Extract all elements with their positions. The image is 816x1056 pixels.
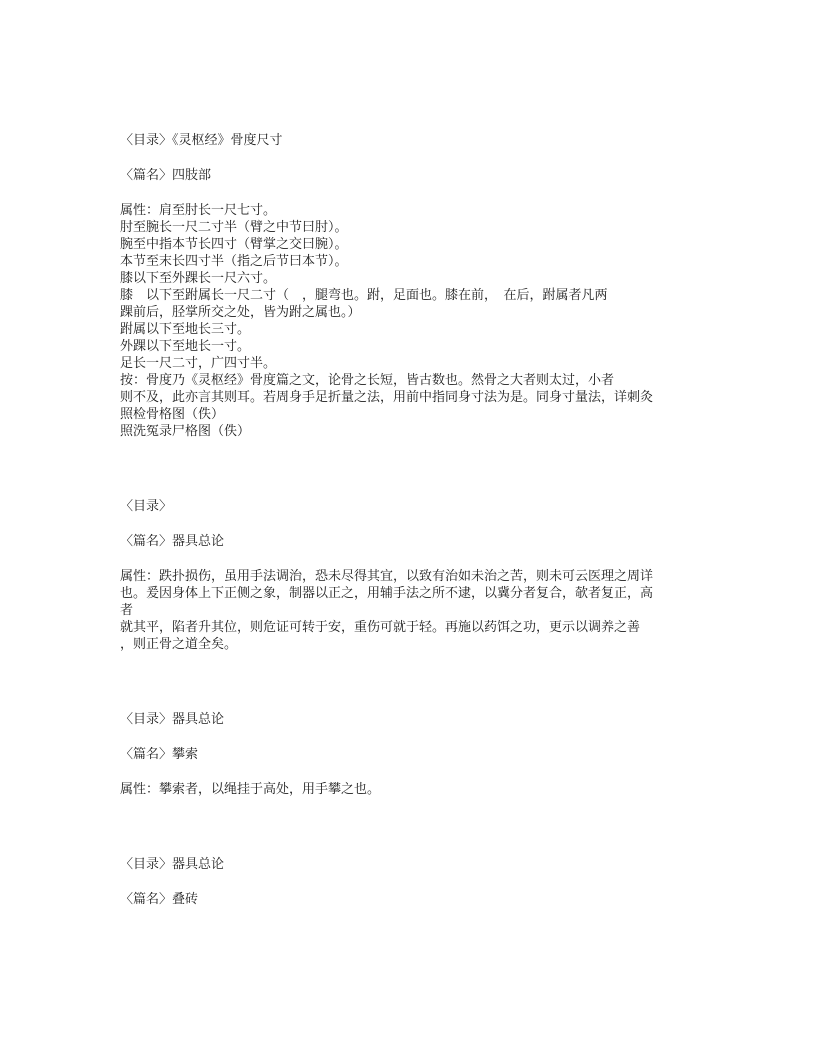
- body-line: ，则正骨之道全矣。: [120, 637, 238, 652]
- section-4: [120, 856, 700, 908]
- body-line: 就其平，陷者升其位，则危证可转于安，重伤可就于轻。再施以药饵之功，更示以调养之善: [120, 620, 641, 635]
- body-line: 属性：肩至肘长一尺七寸。: [120, 203, 277, 218]
- mulu-heading: 〈目录〉器具总论: [120, 712, 225, 727]
- mulu-heading: 〈目录〉《灵枢经》骨度尺寸: [120, 133, 283, 148]
- body-line: 属性：跌扑损伤，虽用手法调治，恐未尽得其宜，以致有治如未治之苦，则未可云医理之周详: [120, 569, 654, 584]
- body-line: 本节至末长四寸半（指之后节曰本节）。: [120, 254, 348, 269]
- pianming-heading: 〈篇名〉器具总论: [120, 534, 225, 549]
- body-line: 足长一尺二寸，广四寸半。: [120, 356, 277, 371]
- pianming-heading: 〈篇名〉四肢部: [120, 168, 212, 183]
- body-line: 者: [120, 603, 134, 618]
- body-line: 肘至腕长一尺二寸半（臂之中节曰肘）。: [120, 220, 348, 235]
- body-line: 膝 以下至跗属长一尺二寸（ ，腿弯也。跗，足面也。膝在前， 在后，跗属者凡两: [120, 288, 608, 303]
- pianming-heading: 〈篇名〉攀索: [120, 747, 199, 762]
- body-line: 也。爰因身体上下正侧之象，制器以正之，用辅手法之所不逮，以冀分者复合，欹者复正，高: [120, 586, 654, 601]
- body-line: 跗属以下至地长三寸。: [120, 322, 251, 337]
- section-2: [120, 498, 700, 653]
- body-line: 属性：攀索者，以绳挂于高处，用手攀之也。: [120, 782, 381, 797]
- body-line: 按：骨度乃《灵枢经》骨度篇之文，论骨之长短，皆古数也。然骨之大者则太过，小者: [120, 373, 615, 388]
- mulu-heading: 〈目录〉器具总论: [120, 857, 225, 872]
- mulu-heading: 〈目录〉: [120, 499, 173, 514]
- body-line: 则不及，此亦言其则耳。若周身手足折量之法，用前中指同身寸法为是。同身寸量法，详刺灸: [120, 390, 654, 405]
- pianming-heading: 〈篇名〉叠砖: [120, 892, 199, 907]
- body-line: 腕至中指本节长四寸（臂掌之交曰腕）。: [120, 237, 348, 252]
- body-line: 踝前后，胫掌所交之处，皆为跗之属也。）: [120, 305, 361, 320]
- section-3: [120, 711, 700, 798]
- document-page: [120, 132, 700, 908]
- body-line: 照洗冤录尸格图（佚）: [120, 424, 251, 439]
- section-1: [120, 132, 700, 440]
- body-line: 膝以下至外踝长一尺六寸。: [120, 271, 277, 286]
- body-line: 外踝以下至地长一寸。: [120, 339, 251, 354]
- body-line: 照检骨格图（佚）: [120, 407, 225, 422]
